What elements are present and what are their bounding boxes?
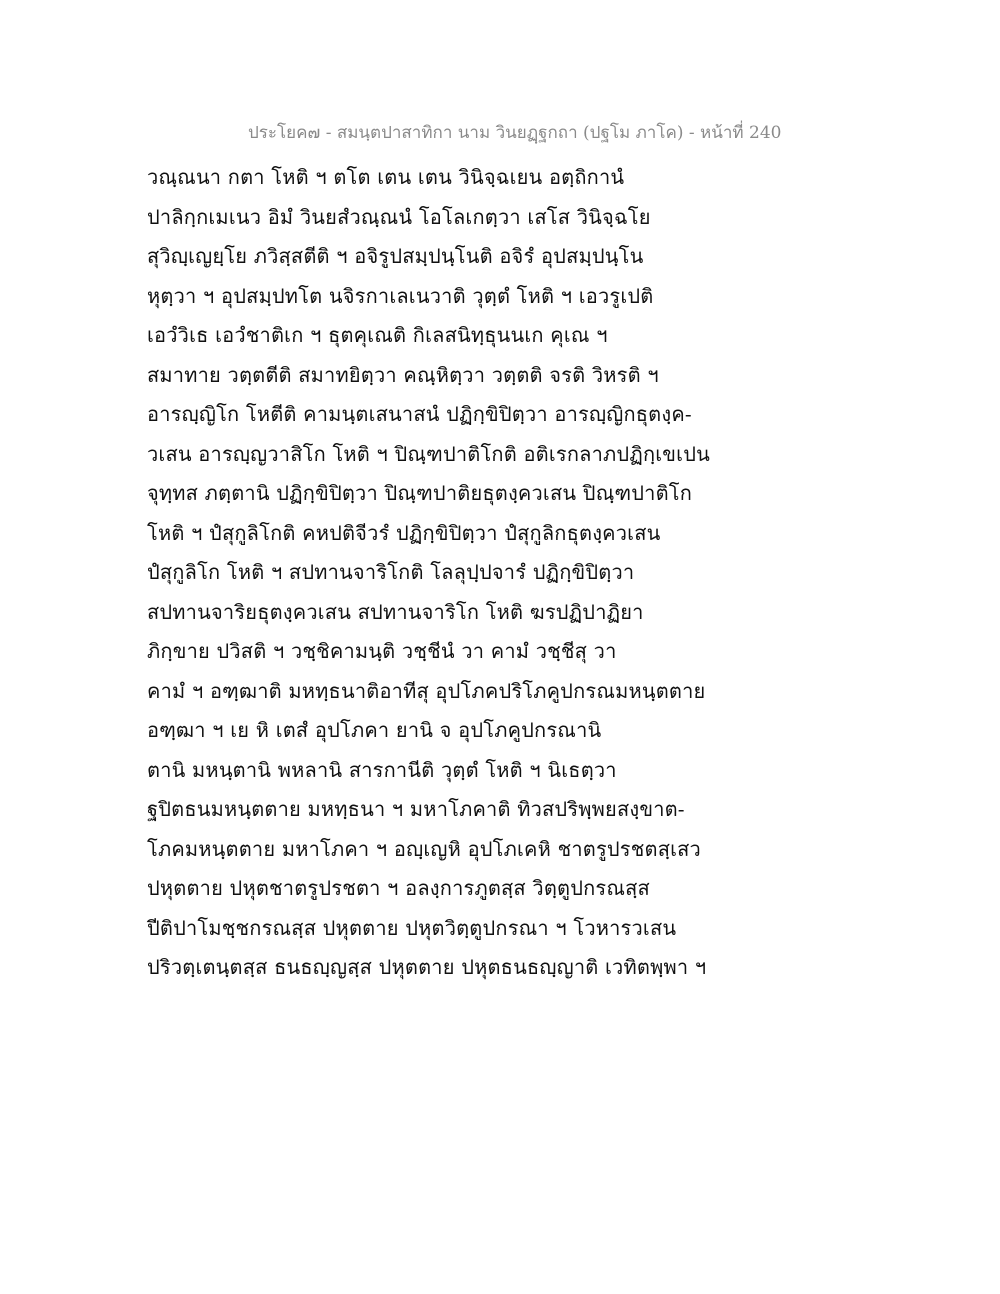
- text-line: สปทานจาริยธุตงฺควเสน สปทานจาริโก โหติ ฆรปฏิปาฏิยา: [147, 599, 644, 624]
- text-line: คามํ ฯ อฑฺฒาติ มหทฺธนาติอาทีสุ อุปโภคปริโภคูปกรณมหนฺตตาย: [147, 678, 706, 703]
- running-header: ประโยค๗ - สมนฺตปาสาทิกา นาม วินยฏฺฐกถา (ปฐโม ภาโค) - หน้าที่ 240: [248, 123, 782, 143]
- text-line: สุวิญฺเญยฺโย ภวิสฺสตีติ ฯ อจิรูปสมฺปนฺโนติ อจิรํ อุปสมฺปนฺโน: [147, 244, 644, 268]
- text-line: โภคมหนฺตตาย มหาโภคา ฯ อญฺเญหิ อุปโภเคหิ ชาตรูปรชตสฺเสว: [147, 836, 701, 861]
- text-line: ปาลิกฺกเมเนว อิมํ วินยสํวณฺณนํ โอโลเกตฺวา เสโส วินิจฺฉโย: [147, 204, 651, 229]
- text-line: หุตฺวา ฯ อุปสมฺปทโต นจิรกาเลเนวาติ วุตฺตํ โหติ ฯ เอวรูเปติ: [147, 283, 654, 308]
- text-line: วเสน อารญฺญวาสิโก โหติ ฯ ปิณฺฑปาติโกติ อติเรกลาภปฏิกฺเขเปน: [147, 441, 710, 466]
- text-line: อารญฺญิโก โหตีติ คามนฺตเสนาสนํ ปฏิกฺขิปิตฺวา อารญฺญิกธุตงฺค-: [147, 402, 692, 426]
- text-line: ตานิ มหนฺตานิ พหลานิ สารกานีติ วุตฺตํ โหติ ฯ นิเธตฺวา: [147, 757, 617, 782]
- text-line: ปริวตฺเตนฺตสฺส ธนธญฺญสฺส ปหุตตาย ปหุตธนธญฺญาติ เวทิตพฺพา ฯ: [147, 955, 707, 979]
- text-line: วณฺณนา กตา โหติ ฯ ตโต เตน เตน วินิจฺฉเยน อตฺถิกานํ: [147, 165, 625, 189]
- text-line: จุทฺทส ภตฺตานิ ปฏิกฺขิปิตฺวา ปิณฺฑปาติยธุตงฺควเสน ปิณฺฑปาติโก: [147, 481, 693, 505]
- body-text: [147, 158, 710, 988]
- text-line: ปีติปาโมชฺชกรณสฺส ปหุตตาย ปหุตวิตฺตูปกรณา ฯ โวหารวเสน: [147, 915, 677, 940]
- text-line: อฑฺฒา ฯ เย หิ เตสํ อุปโภคา ยานิ จ อุปโภคูปกรณานิ: [147, 718, 602, 742]
- text-line: ปหุตตาย ปหุตชาตรูปรชตา ฯ อลงฺการภูตสฺส วิตฺตูปกรณสฺส: [147, 876, 650, 900]
- text-line: ภิกฺขาย ปวิสติ ฯ วชฺชิคามนฺติ วชฺชีนํ วา คามํ วชฺชีสุ วา: [147, 639, 617, 663]
- text-line: โหติ ฯ ปํสุกูลิโกติ คหปติจีวรํ ปฏิกฺขิปิตฺวา ปํสุกูลิกธุตงฺควเสน: [147, 520, 661, 545]
- text-line: สมาทาย วตฺตตีติ สมาทยิตฺวา คณฺหิตฺวา วตฺตติ จรติ วิหรติ ฯ: [147, 362, 659, 387]
- text-line: ฐปิตธนมหนฺตตาย มหทฺธนา ฯ มหาโภคาติ ทิวสปริพฺพยสงฺขาต-: [147, 797, 685, 821]
- text-line: ปํสุกูลิโก โหติ ฯ สปทานจาริโกติ โลลุปฺปจารํ ปฏิกฺขิปิตฺวา: [147, 560, 635, 584]
- text-line: เอวํวิเธ เอวํชาติเก ฯ ธุตคุเณติ กิเลสนิทฺธุนนเก คุเณ ฯ: [147, 323, 608, 347]
